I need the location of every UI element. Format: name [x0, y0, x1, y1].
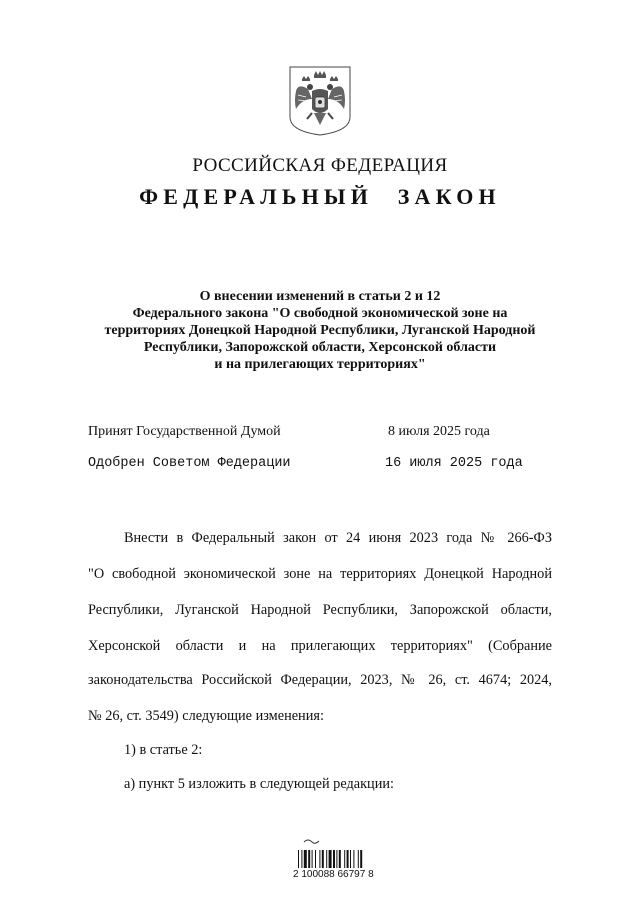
title-line: Федерального закона "О свободной экономической зоне на — [132, 306, 508, 321]
list-item: а) пункт 5 изложить в следующей редакции: — [124, 776, 394, 792]
council-approval-date: 16 июля 2025 года — [385, 456, 523, 471]
law-title — [70, 288, 570, 373]
body-paragraph-line: Республики, Луганской Народной Республики, Запорожской области, — [88, 602, 552, 618]
coat-of-arms-icon — [288, 65, 352, 137]
body-paragraph-line: "О свободной экономической зоне на территориях Донецкой Народной — [88, 566, 552, 582]
list-item: 1) в статье 2: — [124, 742, 203, 758]
barcode-number: 2 100088 66797 8 — [293, 869, 374, 880]
country-name: РОССИЙСКАЯ ФЕДЕРАЦИЯ — [192, 155, 448, 176]
body-paragraph-line: Внести в Федеральный закон от 24 июня 2023 года № 266-ФЗ — [124, 530, 552, 546]
title-line: О внесении изменений в статьи 2 и 12 — [199, 289, 441, 304]
title-line: и на прилегающих территориях" — [214, 357, 426, 372]
document-type: ФЕДЕРАЛЬНЫЙ ЗАКОН — [139, 184, 501, 209]
duma-adoption-label: Принят Государственной Думой — [88, 424, 281, 439]
title-line: Республики, Запорожской области, Херсонской области — [143, 340, 497, 355]
duma-adoption-date: 8 июля 2025 года — [388, 424, 490, 439]
title-line: территориях Донецкой Народной Республики, Луганской Народной — [104, 323, 536, 338]
body-paragraph-line: законодательства Российской Федерации, 2023, № 26, ст. 4674; 2024, — [88, 672, 552, 688]
body-paragraph-line: № 26, ст. 3549) следующие изменения: — [88, 708, 324, 724]
body-paragraph-line: Херсонской области и на прилегающих территориях" (Собрание — [88, 638, 552, 654]
council-approval-label: Одобрен Советом Федерации — [88, 456, 291, 471]
